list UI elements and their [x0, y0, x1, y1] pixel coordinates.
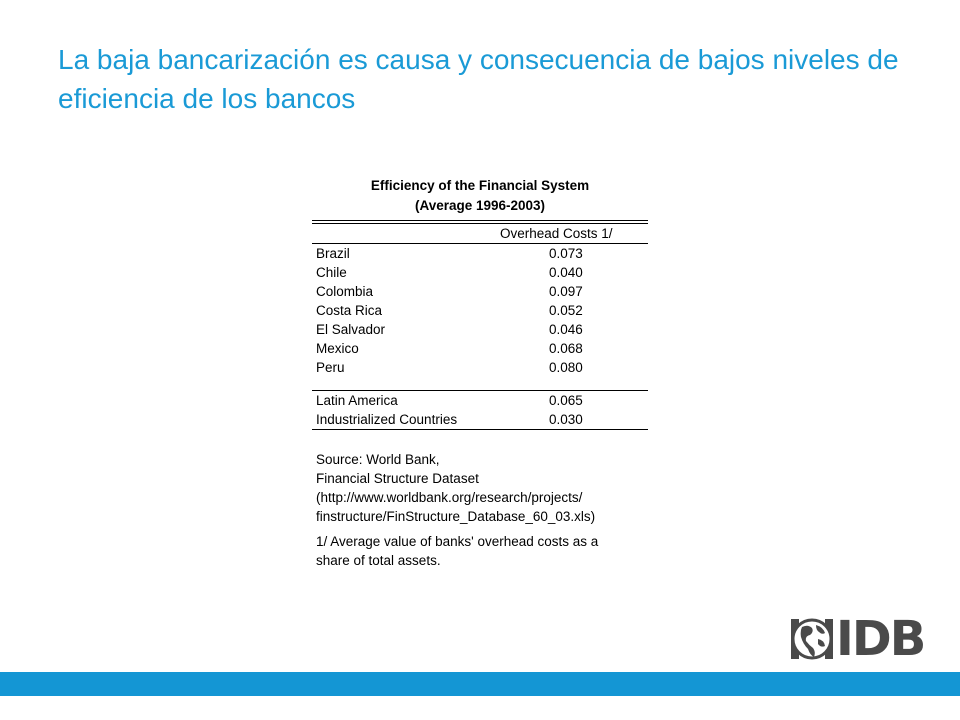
- value-cell: 0.052: [549, 303, 583, 318]
- value-cell: 0.080: [549, 360, 583, 375]
- table-row: [312, 391, 648, 410]
- column-header: Overhead Costs 1/: [500, 226, 613, 241]
- value-cell: 0.073: [549, 246, 583, 261]
- table-row: [312, 339, 648, 358]
- table-row: [312, 320, 648, 339]
- globe-icon: [790, 615, 834, 663]
- country-cell: Costa Rica: [316, 303, 383, 318]
- bottom-bar: [0, 672, 960, 696]
- value-cell: 0.097: [549, 284, 583, 299]
- table-row: [312, 358, 648, 377]
- efficiency-table: [312, 176, 648, 570]
- footnote: [312, 532, 648, 570]
- table-row: [312, 244, 648, 263]
- value-cell: 0.065: [549, 393, 583, 408]
- footnote-line: 1/ Average value of banks' overhead costs as a: [316, 534, 599, 549]
- country-cell: Industrialized Countries: [316, 412, 458, 427]
- source-line: Financial Structure Dataset: [316, 471, 479, 486]
- footnote-line: share of total assets.: [316, 553, 441, 568]
- table-row: [312, 263, 648, 282]
- source-line: (http://www.worldbank.org/research/projects/: [316, 490, 583, 505]
- country-cell: Latin America: [316, 393, 398, 408]
- country-cell: Peru: [316, 360, 345, 375]
- country-cell: Brazil: [316, 246, 350, 261]
- value-cell: 0.040: [549, 265, 583, 280]
- table-title: Efficiency of the Financial System: [370, 178, 590, 193]
- country-cell: Colombia: [316, 284, 374, 299]
- slide-title: La baja bancarización es causa y consecuencia de bajos niveles de eficiencia de los bancos: [58, 44, 899, 114]
- source-line: finstructure/FinStructure_Database_60_03.xls): [316, 509, 596, 524]
- value-cell: 0.030: [549, 412, 583, 427]
- table-row: [312, 301, 648, 320]
- logo-text: IDB: [836, 611, 925, 667]
- value-cell: 0.046: [549, 322, 583, 337]
- country-cell: Mexico: [316, 341, 359, 356]
- table-row: [312, 282, 648, 301]
- source-note: [312, 450, 648, 526]
- source-line: Source: World Bank,: [316, 452, 440, 467]
- table-bottom-rule: [312, 429, 648, 430]
- country-cell: El Salvador: [316, 322, 386, 337]
- value-cell: 0.068: [549, 341, 583, 356]
- table-row: [312, 410, 648, 429]
- table-subtitle: (Average 1996-2003): [414, 198, 546, 213]
- country-cell: Chile: [316, 265, 347, 280]
- idb-logo: [790, 612, 932, 666]
